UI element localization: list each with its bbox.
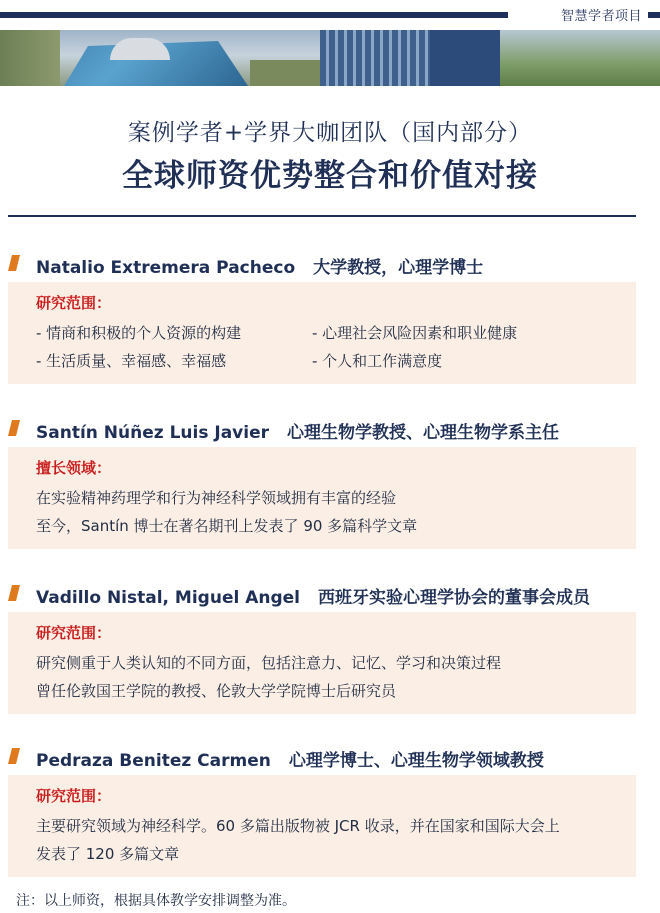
scholar-info-box — [8, 282, 636, 384]
info-line: 研究侧重于人类认知的不同方面，包括注意力、记忆、学习和决策过程 — [36, 654, 502, 672]
orange-marker-icon — [8, 585, 20, 601]
top-rule — [0, 12, 508, 18]
scholar-info-box — [8, 447, 636, 549]
info-label: 研究范围： — [36, 787, 112, 805]
scholar-role: 西班牙实验心理学协会的董事会成员 — [318, 588, 590, 608]
orange-marker-icon — [8, 420, 20, 436]
scholar-header — [0, 580, 660, 606]
top-rule-end — [648, 12, 660, 18]
scholar-header — [0, 743, 660, 769]
page-subtitle: 案例学者+学界大咖团队（国内部分） — [127, 120, 533, 146]
scholar-name: Natalio Extremera Pacheco 大学教授，心理学博士 — [36, 258, 484, 278]
page-title: 全球师资优势整合和价值对接 — [122, 158, 538, 194]
orange-marker-icon — [8, 748, 20, 764]
info-item: - 情商和积极的个人资源的构建 — [36, 324, 242, 342]
info-item: - 心理社会风险因素和职业健康 — [312, 324, 518, 342]
info-line: 发表了 120 多篇文章 — [36, 845, 180, 863]
info-item: - 个人和工作满意度 — [312, 352, 443, 370]
info-line: 在实验精神药理学和行为神经科学领域拥有丰富的经验 — [36, 489, 397, 507]
scholar-name: Pedraza Benitez Carmen 心理学博士、心理生物学领域教授 — [36, 751, 544, 771]
orange-marker-icon — [8, 255, 20, 271]
info-label: 擅长领域： — [36, 459, 112, 477]
campus-banner-photo — [0, 30, 660, 86]
scholar-role: 大学教授，心理学博士 — [313, 258, 484, 278]
footer-note: 注：以上师资，根据具体教学安排调整为准。 — [16, 893, 296, 909]
scholar-info-box — [8, 775, 636, 877]
info-line: 至今，Santín 博士在著名期刊上发表了 90 多篇科学文章 — [36, 517, 418, 535]
scholar-role: 心理学博士、心理生物学领域教授 — [288, 751, 544, 771]
scholar-header — [0, 415, 660, 441]
top-bar — [0, 0, 660, 30]
scholar-info-box — [8, 612, 636, 714]
info-label: 研究范围： — [36, 294, 112, 312]
title-divider — [8, 215, 636, 217]
info-item: - 生活质量、幸福感、幸福感 — [36, 352, 227, 370]
scholar-name: Vadillo Nistal, Miguel Angel 西班牙实验心理学协会的董事会成员 — [36, 588, 590, 608]
scholar-role: 心理生物学教授、心理生物学系主任 — [287, 423, 559, 443]
scholar-name: Santín Núñez Luis Javier 心理生物学教授、心理生物学系主任 — [36, 423, 559, 443]
info-line: 主要研究领域为神经科学。60 多篇出版物被 JCR 收录，并在国家和国际大会上 — [36, 817, 560, 835]
info-line: 曾任伦敦国王学院的教授、伦敦大学学院博士后研究员 — [36, 682, 397, 700]
scholar-header — [0, 250, 660, 276]
info-label: 研究范围： — [36, 624, 112, 642]
project-tag: 智慧学者项目 — [560, 9, 642, 24]
